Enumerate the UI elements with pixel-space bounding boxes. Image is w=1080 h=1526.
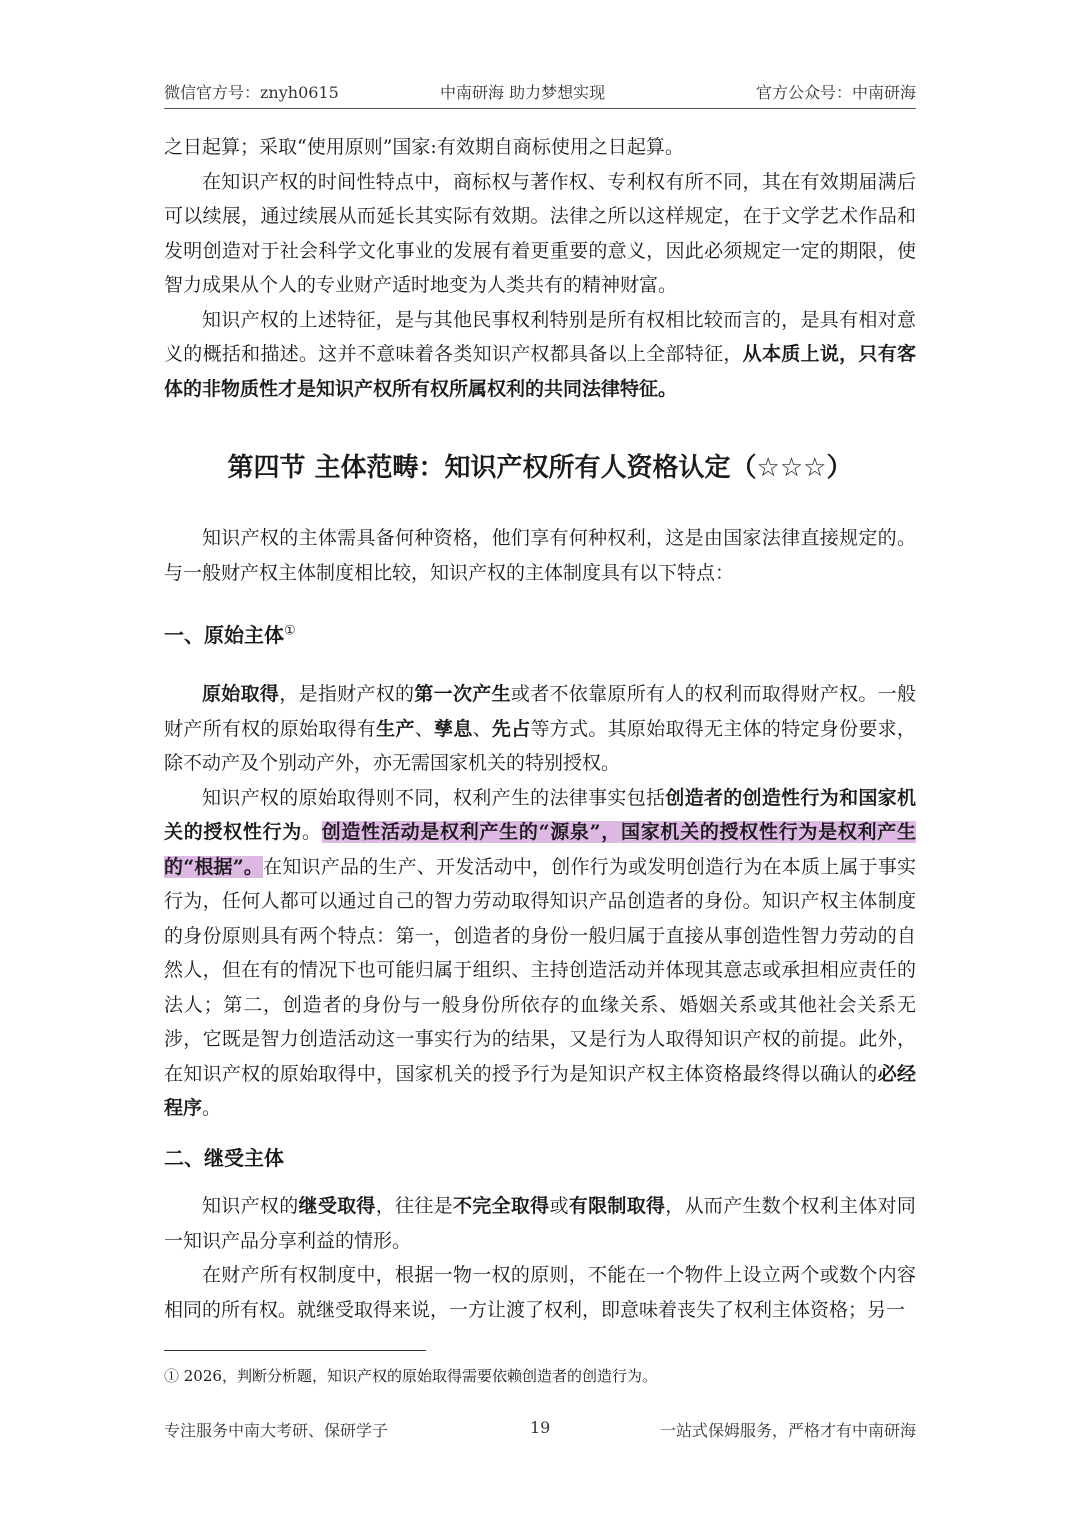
original-subject-block [164,677,916,1126]
paragraph-successor-acquisition [164,1189,916,1258]
paragraph-continued: 之日起算；采取“使用原则”国家:有效期自商标使用之日起算。 [164,136,684,158]
footnote-divider [164,1350,426,1351]
highlighted-sentence: 创造性活动是权利产生的“源泉”，国家机关的授权性行为是权利产生的“根据”。 [164,821,916,878]
footer-right-slogan: 一站式保姆服务，严格才有中南研海 [659,1421,916,1440]
header-divider [164,108,916,109]
text-run: 知识产权的原始取得则不同，权利产生的法律事实包括 [202,786,666,809]
heading-original-subject-text: 一、原始主体 [164,623,284,647]
paragraph-renewal: 在知识产权的时间性特点中，商标权与著作权、专利权有所不同，其在有效期届满后可以续展，通过续展从而延长其实际有效期。法律之所以这样规定，在于文学艺术作品和发明创造对于社会科学文化事业的发展有着更重要的意义，因此必须规定一定的期限，使智力成果从个人的专业财产适时地变为人类共有的精神财富。 [164,170,916,296]
bold-term: 有限制取得 [568,1195,666,1217]
heading-successor-subject: 二、继受主体 [164,1146,284,1170]
text-run: 等方式。其原始取得无主体的特定身份要求，除不动产及个别动产外，亦无需国家机关的特别授权。 [164,717,916,774]
bold-term: 第一次产生 [414,683,511,705]
top-text-block [164,130,916,406]
text-run: ，往往是 [375,1195,453,1217]
text-run: 知识产权的 [202,1195,299,1217]
text-run: 或 [549,1195,569,1217]
page-header [164,76,916,106]
footnote: ① 2026，判断分析题，知识产权的原始取得需要依赖创造者的创造行为。 [164,1367,657,1385]
footnote-mark: ① [284,623,296,639]
bold-term: 继受取得 [298,1195,376,1217]
header-official-account: 官方公众号：中南研海 [755,83,916,102]
bold-term: 必经程序 [164,1062,916,1119]
page-footer [164,1418,916,1442]
bold-term: 孳息 [434,717,473,740]
paragraph-ip-acquisition [164,781,916,1126]
text-run: 在知识产品的生产、开发活动中，创作行为或发明创造行为在本质上属于事实行为，任何人都可以通过自己的智力劳动取得知识产品创造者的身份。知识产权主体制度的身份原则具有两个特点：第一，创造者的身份一般归属于直接从事创造性智力劳动的自然人，但在有的情况下也可能归属于组织、主持创造活动并体现其意志或承担相应责任的法人；第二，创造者的身份与一般身份所依存的血缘关系、婚姻关系或其他社会关系无涉，它既是智力创造活动这一事实行为的结果，又是行为人取得知识产权的前提。此外，在知识产权的原始取得中，国家机关的授予行为是知识产权主体资格最终得以确认的 [164,855,916,1085]
intro-paragraph: 知识产权的主体需具备何种资格，他们享有何种权利，这是由国家法律直接规定的。与一般财产权主体制度相比较，知识产权的主体制度具有以下特点： [164,527,916,584]
footer-left-slogan: 专注服务中南大考研、保研学子 [164,1421,389,1440]
heading-original-subject [164,619,296,648]
paragraph-original-acquisition [164,677,916,781]
text-run: 。 [202,1097,222,1119]
text-run: 、 [472,717,492,740]
bold-term: 原始取得 [202,683,280,705]
features-bold: 从本质上说，只有客体的非物质性才是知识产权所有权所属权利的共同法律特征。 [164,343,916,400]
intro-block [164,521,916,590]
bold-term: 先占 [491,717,531,740]
paragraph-features [164,303,916,407]
text-run: 。 [302,821,322,843]
header-slogan: 中南研海 助力梦想实现 [440,83,606,102]
text-run: 或者不依靠原所有人的权利而取得财产权。一般财产所有权的原始取得有 [164,683,916,740]
section-title: 第四节 主体范畴：知识产权所有人资格认定（☆☆☆） [227,453,853,483]
bold-term: 不完全取得 [452,1195,550,1217]
bold-term: 生产 [376,717,415,740]
page-number: 19 [530,1418,551,1437]
text-run: ，从而产生数个权利主体对同一知识产品分享利益的情形。 [164,1195,916,1252]
bold-term: 创造者的创造性行为和国家机关的授权性行为 [164,786,916,843]
paragraph-ownership-principle: 在财产所有权制度中，根据一物一权的原则，不能在一个物件上设立两个或数个内容相同的所有权。就继受取得来说，一方让渡了权利，即意味着丧失了权利主体资格；另一 [164,1264,916,1321]
successor-subject-block [164,1189,916,1327]
header-wechat-id: 微信官方号：znyh0615 [164,83,339,102]
text-run: ，是指财产权的 [279,683,415,705]
features-text: 知识产权的上述特征，是与其他民事权利特别是所有权相比较而言的，是具有相对意义的概括和描述。这并不意味着各类知识产权都具备以上全部特征， [164,308,916,365]
text-run: 、 [414,717,435,740]
